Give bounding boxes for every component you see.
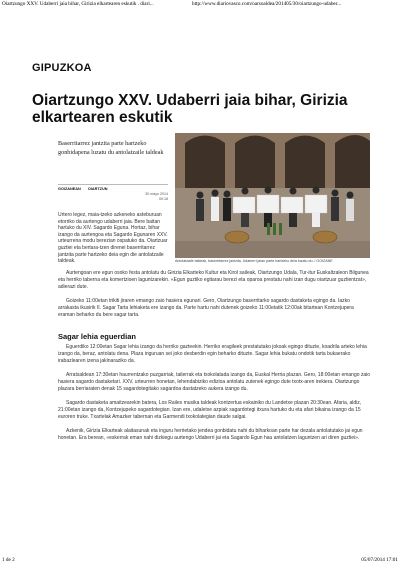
photo-illustration bbox=[175, 133, 370, 258]
body-paragraph-4: Arratsaldean 17:30etan haurrentzako puzgarriak, tailerrak eta txokolatada izango da, Euskal Herria plazan. Gero, 18:00etan emango zaio hasiera sagardo dastaketari. XXV. urteurren honetan, lehendabiziko edizioa antolatu zutenek egingo dute txotx-aren irekiera. Oiartzungo plazara berriaraten denak 15 sagardotegitako sagardoa dastatzeko aukera izango du. bbox=[58, 372, 371, 392]
article-date bbox=[120, 192, 168, 202]
section-heading: Sagar lehia eguerdian bbox=[58, 332, 136, 341]
publication-name: GOIZANEAN bbox=[58, 187, 81, 191]
body-paragraph-3: Eguerdiko 12:00etan Sagar lehia izango da herriko gazteekin. Herriko eragileek prestatutako jokoak egingo dituzte, koadrila arteko lehia izango da, beraz, antolatu dena. Plaza inguruan sei joko desberdin egin beharko dituzte. Sagar lehia bukatu ondotik tarta bukaerako irabazlearen izena jakinaraziko da. bbox=[58, 344, 367, 364]
section-label: GIPUZKOA bbox=[32, 62, 92, 74]
page-url-header: http://www.diariovasco.com/oarsoaldea/201405/30/oiartzungo-udaber... bbox=[192, 1, 342, 7]
page-title-header: Oiartzungo XXV. Udaberri jaia bihar, Girizia elkartearen eskutik . diari... bbox=[2, 1, 154, 7]
article-intro: Urtero legez, maia-tzeko azkeneko asteburuan etorriko da aurtengo udaberri jaia. Bere baitan hartuko du XIV. Sagardo Eguna. Hortaz, bihar izango da aurtengoa eta Sagardo Egunaren XXV. urteurrena modu berezian ospatuko da. Oiartzuar guztiei eta bertara-tzen direnei baserritarrez jantzita parte hartzeko deia egin die antolatzaile taldeak. bbox=[58, 212, 168, 265]
publication-section: OIARTZUN bbox=[87, 187, 108, 191]
body-paragraph-6: Azkenik, Girizia Elkarteak alaitasunak eta inguru herrietako jendea gonbidatu nahi du biharkoan parte har dezala antolatutako jai egun honetan. Era berean, «eskerrak eman nahi dizkiegu aurtengo Udaberri jai eta Sagardo Egun hau antolatzen laguntzen ari diren guztiei». bbox=[58, 428, 363, 441]
time-text: 00:18 bbox=[159, 197, 168, 201]
body-paragraph-1: Aurtengoan ere egun osoko festa antolatu du Girizia Elkarteko Kultur eta Kirol saileak, Oiartzungo Udala, Tur-itur Euskaltzaleon Bilgunea eta herriko taberna eta komertzioen laguntzarekin. «Egun guztiko egitarau berezi eta oparoa prestatu nahi izan dugu oiartzuar guztientzat», adierazi dute. bbox=[58, 270, 369, 290]
page-count: 1 de 2 bbox=[2, 557, 15, 563]
body-paragraph-2: Goizeko 11:00etan trikiti jiraren emango zaio hasiera egunari. Gero, Oiartzungo baserritarko sagardo dastaketa egingo da. Iazko arrakasta ikusirik II. Sagar Tarta lehiaketa ere izango da. Parte hartu nahi dutenek goizeko 11:00etatik 12:00ak bitartean Kontzejupera eraman beharko du bere sagar tarta. bbox=[58, 298, 354, 318]
photo-caption: Antolatzaile taldeak, baserritarrez jantzita, Udaberri jaian parte hartzeko deia luzatu du. / GOIZANE bbox=[175, 259, 333, 263]
article-photo[interactable] bbox=[175, 133, 370, 258]
article-title: Oiartzungo XXV. Udaberri jaia bihar, Girizia elkartearen eskutik bbox=[32, 92, 348, 126]
article-subtitle: Baserritarrez jantzita parte hartzeko gonbidapena luzatu du antolatzaile taldeak bbox=[58, 140, 164, 156]
date-text: 30 mayo 2014 bbox=[145, 192, 168, 196]
browser-print-header bbox=[2, 0, 398, 10]
browser-print-footer bbox=[2, 557, 398, 566]
body-paragraph-5: Sagardo dastaketa amaitzearekin batera, Los Railes musika taldeak kontzertua eskainiko du Landetxe plazan 20:30ean. Afaria, aldiz, 21:00etan izango da, Kontzejupeko sagardotegian. Izan ere, udaletxe azpiak sagardotegi itxura hartuko du eta afari bikaina izango da 15 euroren truke. Txartelak Amazker tabernan eta Garmendi txokolategian daude salgai. bbox=[58, 400, 362, 420]
article-source bbox=[58, 184, 168, 191]
source-divider bbox=[58, 184, 168, 185]
print-datetime: 05/07/2014 17:01 bbox=[361, 557, 398, 563]
